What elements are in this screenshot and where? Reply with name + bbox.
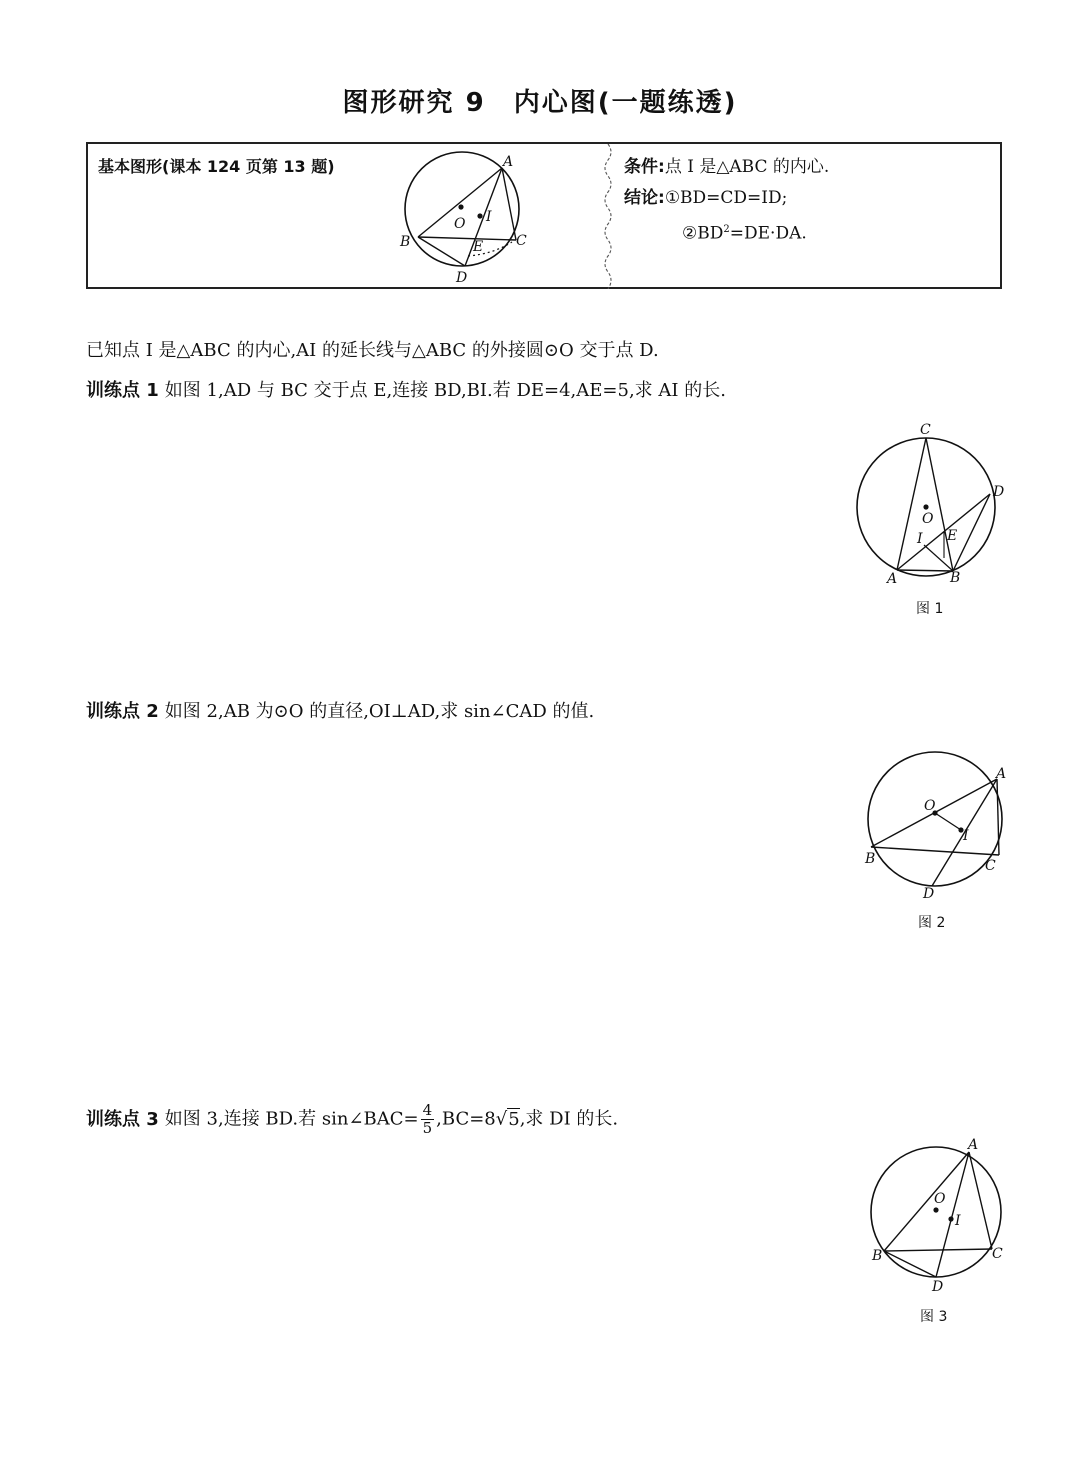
problem-3-text-post: ,求 DI 的长. bbox=[519, 1108, 619, 1130]
problem-1 bbox=[86, 376, 726, 402]
conclusion-1: ①BD=CD=ID; bbox=[664, 188, 788, 208]
figure-2-caption: 图 2 bbox=[918, 915, 946, 931]
sin-fraction bbox=[421, 1102, 435, 1137]
problem-2 bbox=[86, 697, 594, 723]
page-title bbox=[0, 82, 1080, 119]
fig1-label-C: C bbox=[920, 422, 931, 438]
problem-2-text: 如图 2,AB 为⊙O 的直径,OI⊥AD,求 sin∠CAD 的值. bbox=[164, 701, 595, 722]
title-main: 图形研究 9 bbox=[342, 88, 486, 118]
basic-figure-box bbox=[86, 142, 1002, 289]
problem-1-text: 如图 1,AD 与 BC 交于点 E,连接 BD,BI.若 DE=4,AE=5,求 AI 的长. bbox=[164, 380, 726, 401]
conclusion-label: 结论: bbox=[624, 188, 665, 208]
fig3-label-C: C bbox=[992, 1246, 1003, 1262]
fig3-label-D: D bbox=[932, 1279, 944, 1295]
figure-3-caption: 图 3 bbox=[920, 1309, 948, 1325]
fig0-label-B: B bbox=[400, 234, 411, 250]
fraction-numerator: 4 bbox=[422, 1101, 433, 1119]
fig1-label-D: D bbox=[993, 484, 1005, 500]
fig1-label-B: B bbox=[950, 570, 961, 586]
conclusion-2-post: =DE·DA. bbox=[729, 223, 807, 244]
fig1-label-O: O bbox=[922, 511, 934, 527]
fig0-label-I: I bbox=[486, 209, 492, 225]
fig1-label-A: A bbox=[887, 571, 898, 587]
problem-1-label: 训练点 1 bbox=[86, 380, 159, 401]
fig2-label-D: D bbox=[923, 886, 935, 902]
fig1-label-I: I bbox=[917, 531, 923, 547]
fig0-label-A: A bbox=[503, 154, 514, 170]
problem-3-text-mid: ,BC=8 bbox=[436, 1108, 496, 1130]
problem-3-label: 训练点 3 bbox=[86, 1108, 159, 1130]
fig1-label-E: E bbox=[947, 528, 958, 544]
basic-figure-text bbox=[624, 152, 829, 250]
fig0-label-C: C bbox=[516, 233, 527, 249]
fig3-label-I: I bbox=[955, 1213, 961, 1229]
condition-label: 条件: bbox=[624, 157, 665, 177]
fig0-label-D: D bbox=[456, 270, 468, 286]
basic-figure-label: 基本图形(课本 124 页第 13 题) bbox=[98, 157, 335, 176]
wavy-divider bbox=[598, 144, 618, 289]
problem-2-label: 训练点 2 bbox=[86, 701, 159, 722]
sqrt-value: 5 bbox=[508, 1108, 520, 1130]
fig3-label-B: B bbox=[872, 1248, 883, 1264]
fig3-label-O: O bbox=[934, 1191, 946, 1207]
problem-3-text-pre: 如图 3,连接 BD.若 sin∠BAC= bbox=[164, 1108, 419, 1130]
title-sub: 内心图(一题练透) bbox=[513, 88, 738, 118]
basic-figure-diagram bbox=[388, 144, 588, 289]
condition-text: 点 I 是△ABC 的内心. bbox=[664, 157, 830, 177]
fig0-label-O: O bbox=[454, 216, 466, 232]
figure-1-diagram bbox=[840, 420, 1020, 590]
fig2-label-C: C bbox=[985, 858, 996, 874]
fraction-denominator: 5 bbox=[422, 1119, 433, 1137]
fig2-label-A: A bbox=[996, 766, 1007, 782]
fig3-label-A: A bbox=[968, 1137, 979, 1153]
conclusion-2-pre: ②BD bbox=[682, 223, 724, 244]
fig2-label-I: I bbox=[963, 828, 969, 844]
fig2-label-O: O bbox=[924, 798, 936, 814]
figure-2-diagram bbox=[850, 740, 1030, 910]
figure-1-caption: 图 1 bbox=[916, 601, 944, 617]
figure-3-diagram bbox=[860, 1132, 1040, 1302]
conclusion-2-sup: 2 bbox=[723, 224, 730, 235]
problem-3: 训练点 3 如图 3,连接 BD.若 sin∠BAC= $\frac{4}{5}$ ,BC=8√5,求 DI 的长. bbox=[86, 1101, 619, 1137]
intro-text: 已知点 I 是△ABC 的内心,AI 的延长线与△ABC 的外接圆⊙O 交于点 D. bbox=[86, 340, 659, 361]
fig2-label-B: B bbox=[865, 851, 876, 867]
fig0-label-E: E bbox=[473, 239, 484, 255]
